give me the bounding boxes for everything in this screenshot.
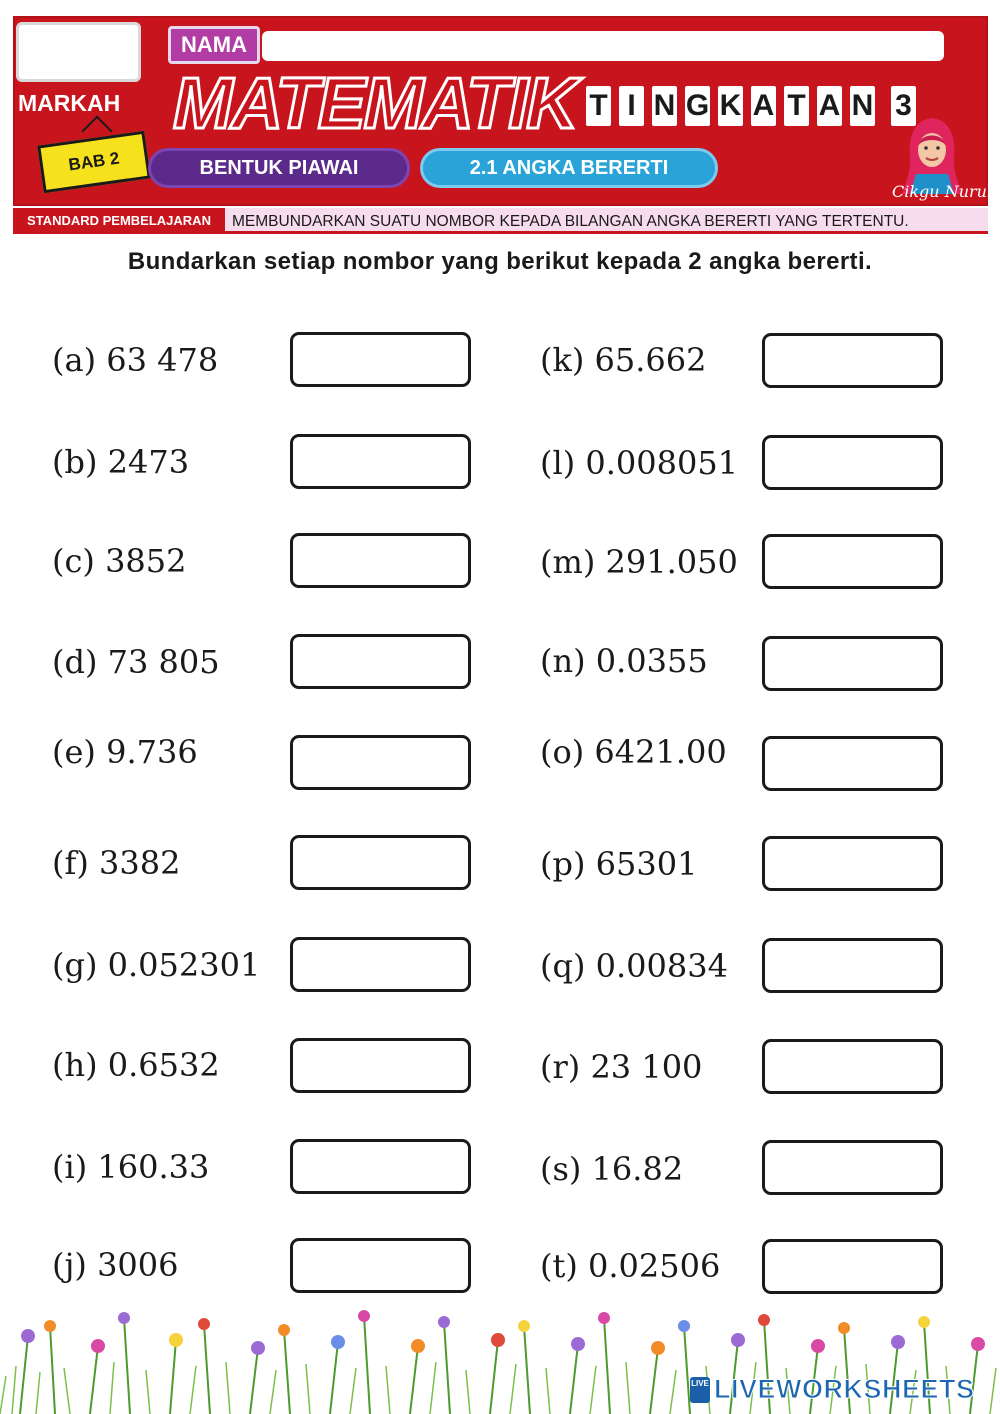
answer-input-r[interactable] (762, 1039, 943, 1094)
tingkatan-letter-tile: A (817, 86, 842, 126)
author-signature: Cikgu Nurul (892, 182, 993, 201)
answer-input-g[interactable] (290, 937, 471, 992)
question-label: (l) 0.008051 (540, 444, 739, 482)
liveworksheets-icon: LIVE (690, 1377, 710, 1403)
answer-input-k[interactable] (762, 333, 943, 388)
answer-input-j[interactable] (290, 1238, 471, 1293)
question-label: (d) 73 805 (52, 643, 220, 681)
answer-input-t[interactable] (762, 1239, 943, 1294)
question-label: (q) 0.00834 (540, 947, 728, 985)
question-label: (r) 23 100 (540, 1048, 703, 1086)
question-label: (o) 6421.00 (540, 733, 727, 771)
question-label: (f) 3382 (52, 844, 181, 882)
tingkatan-letter-tile: A (751, 86, 776, 126)
question-label: (a) 63 478 (52, 341, 219, 379)
question-label: (i) 160.33 (52, 1148, 210, 1186)
tingkatan-letter-tile: T (784, 86, 809, 126)
answer-input-m[interactable] (762, 534, 943, 589)
markah-label: MARKAH (18, 90, 121, 116)
answer-input-o[interactable] (762, 736, 943, 791)
answer-input-h[interactable] (290, 1038, 471, 1093)
question-label: (g) 0.052301 (52, 946, 261, 984)
nama-input[interactable] (262, 31, 944, 61)
tingkatan-letter-tile: G (685, 86, 710, 126)
answer-input-q[interactable] (762, 938, 943, 993)
question-label: (m) 291.050 (540, 543, 738, 581)
nama-label: NAMA (168, 26, 260, 64)
question-label: (c) 3852 (52, 542, 187, 580)
markah-score-box (16, 22, 141, 82)
tingkatan-number-tile: 3 (891, 86, 916, 126)
standard-label: STANDARD PEMBELAJARAN (13, 208, 225, 234)
answer-input-b[interactable] (290, 434, 471, 489)
question-label: (h) 0.6532 (52, 1046, 220, 1084)
page-title: MATEMATIK (173, 64, 577, 144)
question-label: (j) 3006 (52, 1246, 179, 1284)
answer-input-a[interactable] (290, 332, 471, 387)
answer-input-s[interactable] (762, 1140, 943, 1195)
subtopic-pill: 2.1 ANGKA BERERTI (420, 148, 718, 188)
tingkatan-letter-tile: T (586, 86, 611, 126)
question-label: (s) 16.82 (540, 1150, 684, 1188)
answer-input-i[interactable] (290, 1139, 471, 1194)
question-label: (b) 2473 (52, 443, 190, 481)
tingkatan-tiles (586, 86, 916, 126)
question-label: (n) 0.0355 (540, 642, 708, 680)
answer-input-d[interactable] (290, 634, 471, 689)
question-label: (p) 65301 (540, 845, 698, 883)
question-label: (t) 0.02506 (540, 1247, 721, 1285)
tingkatan-letter-tile: N (850, 86, 875, 126)
tingkatan-letter-tile: K (718, 86, 743, 126)
answer-input-n[interactable] (762, 636, 943, 691)
instruction: Bundarkan setiap nombor yang berikut kepada 2 angka bererti. (127, 248, 873, 275)
tingkatan-letter-tile: I (619, 86, 644, 126)
answer-input-l[interactable] (762, 435, 943, 490)
bab-tag: BAB 2 (37, 131, 151, 194)
answer-input-e[interactable] (290, 735, 471, 790)
answer-input-c[interactable] (290, 533, 471, 588)
topic-pill: BENTUK PIAWAI (148, 148, 410, 188)
liveworksheets-brand: LIVEWORKSHEETS (714, 1374, 975, 1404)
standard-text: MEMBUNDARKAN SUATU NOMBOR KEPADA BILANGAN ANGKA BERERTI YANG TERTENTU. (225, 208, 988, 234)
question-label: (e) 9.736 (52, 733, 198, 771)
liveworksheets-logo (690, 1374, 975, 1405)
tingkatan-letter-tile: N (652, 86, 677, 126)
answer-input-f[interactable] (290, 835, 471, 890)
answer-input-p[interactable] (762, 836, 943, 891)
question-label: (k) 65.662 (540, 341, 707, 379)
